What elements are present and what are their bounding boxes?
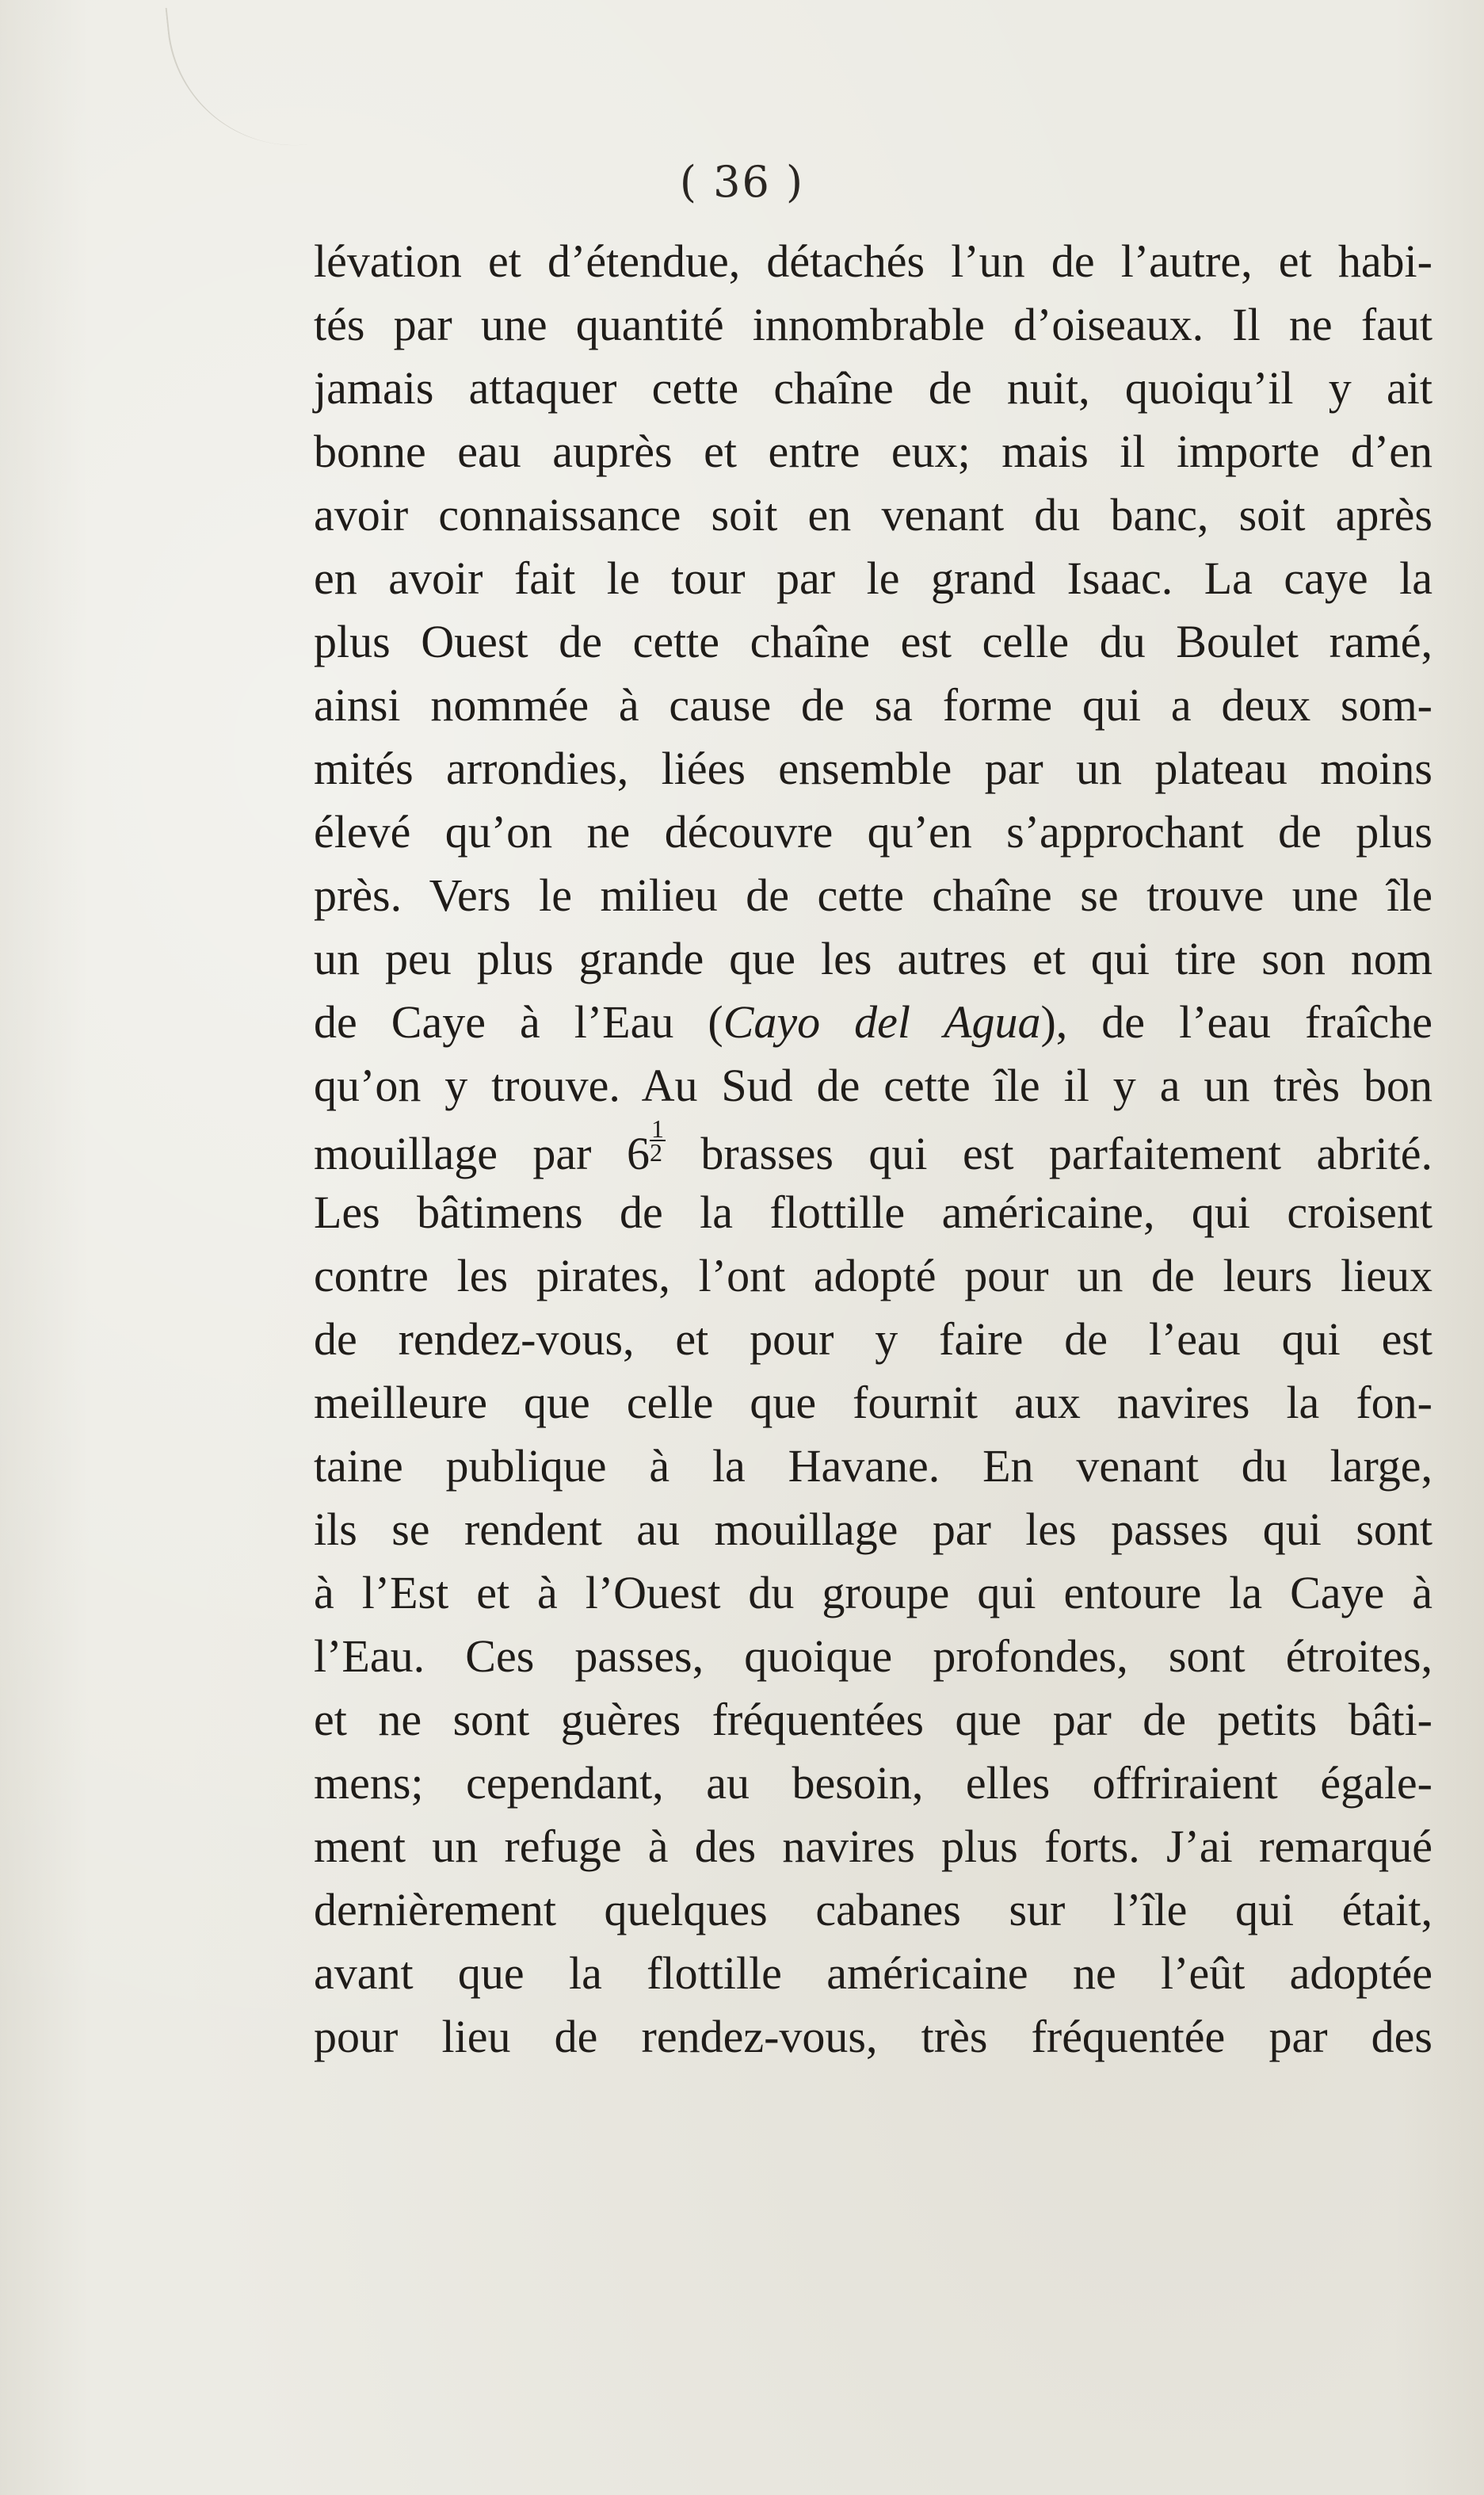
text-segment: tés par une quantité innombrable d’oiseaux. Il ne faut [314, 299, 1432, 350]
text-segment: élevé qu’on ne découvre qu’en s’approchant de plus [314, 806, 1432, 858]
text-line [314, 293, 1432, 357]
fraction-denominator: 2 [649, 1138, 662, 1167]
text-line [314, 864, 1432, 927]
text-segment: en avoir fait le tour par le grand Isaac. La caye la [314, 552, 1432, 604]
text-line [314, 1625, 1432, 1688]
text-segment: mouillage par 6 [314, 1128, 650, 1179]
text-line [314, 1498, 1432, 1561]
text-segment: Les bâtimens de la flottille américaine, qui croisent [314, 1186, 1432, 1238]
fraction-numerator: 1 [650, 1114, 664, 1143]
text-line [314, 991, 1432, 1054]
text-segment: près. Vers le milieu de cette chaîne se trouve une île [314, 869, 1432, 921]
text-segment: lévation et d’étendue, détachés l’un de l’autre, et habi- [314, 235, 1432, 287]
text-line [314, 1054, 1432, 1118]
text-segment: l’Eau. Ces passes, quoique profondes, sont étroites, [314, 1630, 1432, 1682]
text-segment: mités arrondies, liées ensemble par un plateau moins [314, 743, 1432, 794]
text-line [314, 420, 1432, 483]
text-segment: ment un refuge à des navires plus forts. J’ai remarqué [314, 1821, 1432, 1872]
text-segment: contre les pirates, l’ont adopté pour un de leurs lieux [314, 1250, 1432, 1301]
text-segment: et ne sont guères fréquentées que par de petits bâti- [314, 1694, 1432, 1745]
text-segment: brasses qui est parfaitement abrité. [665, 1128, 1432, 1179]
text-line [314, 927, 1432, 991]
text-line [314, 1815, 1432, 1878]
text-line [314, 230, 1432, 293]
text-line [314, 737, 1432, 800]
text-line [314, 1688, 1432, 1752]
text-line [314, 674, 1432, 737]
text-segment: de Caye à l’Eau ( [314, 996, 723, 1048]
text-line [314, 1942, 1432, 2005]
text-line [314, 547, 1432, 610]
text-segment: de rendez-vous, et pour y faire de l’eau qui est [314, 1313, 1432, 1365]
text-segment: un peu plus grande que les autres et qui tire son nom [314, 933, 1432, 984]
text-segment: avant que la flottille américaine ne l’eût adoptée [314, 1947, 1432, 1999]
page-number: ( 36 ) [679, 157, 805, 207]
text-segment: mens; cependant, au besoin, elles offriraient égale- [314, 1757, 1432, 1809]
text-line [314, 1435, 1432, 1498]
text-line [314, 1244, 1432, 1308]
body-text [314, 230, 1432, 2069]
text-segment: dernièrement quelques cabanes sur l’île qui était, [314, 1884, 1432, 1935]
text-line [314, 1114, 1432, 1181]
text-segment: ), de l’eau fraîche [1040, 996, 1432, 1048]
text-segment: bonne eau auprès et entre eux; mais il importe d’en [314, 426, 1432, 477]
text-line [314, 1308, 1432, 1371]
text-segment: avoir connaissance soit en venant du banc, soit après [314, 489, 1432, 541]
text-segment: ainsi nommée à cause de sa forme qui a deux som- [314, 679, 1432, 731]
text-line [314, 357, 1432, 420]
text-line [314, 800, 1432, 864]
italic-text: Cayo del Agua [723, 996, 1041, 1048]
text-line [314, 2005, 1432, 2069]
text-segment: ils se rendent au mouillage par les passes qui sont [314, 1503, 1432, 1555]
text-line [314, 1752, 1432, 1815]
text-line [314, 1878, 1432, 1942]
text-line [314, 1371, 1432, 1435]
text-line [314, 1181, 1432, 1244]
page-fold-mark [166, 0, 325, 158]
text-segment: à l’Est et à l’Ouest du groupe qui entoure la Caye à [314, 1567, 1432, 1618]
text-segment: jamais attaquer cette chaîne de nuit, quoiqu’il y ait [314, 362, 1432, 414]
fraction [649, 1114, 666, 1167]
text-segment: plus Ouest de cette chaîne est celle du Boulet ramé, [314, 616, 1432, 667]
text-line [314, 610, 1432, 674]
text-line [314, 1561, 1432, 1625]
text-segment: meilleure que celle que fournit aux navires la fon- [314, 1377, 1432, 1428]
text-segment: pour lieu de rendez-vous, très fréquentée par des [314, 2011, 1432, 2062]
text-line [314, 483, 1432, 547]
text-segment: qu’on y trouve. Au Sud de cette île il y a un très bon [314, 1060, 1432, 1111]
text-segment: taine publique à la Havane. En venant du large, [314, 1440, 1432, 1492]
